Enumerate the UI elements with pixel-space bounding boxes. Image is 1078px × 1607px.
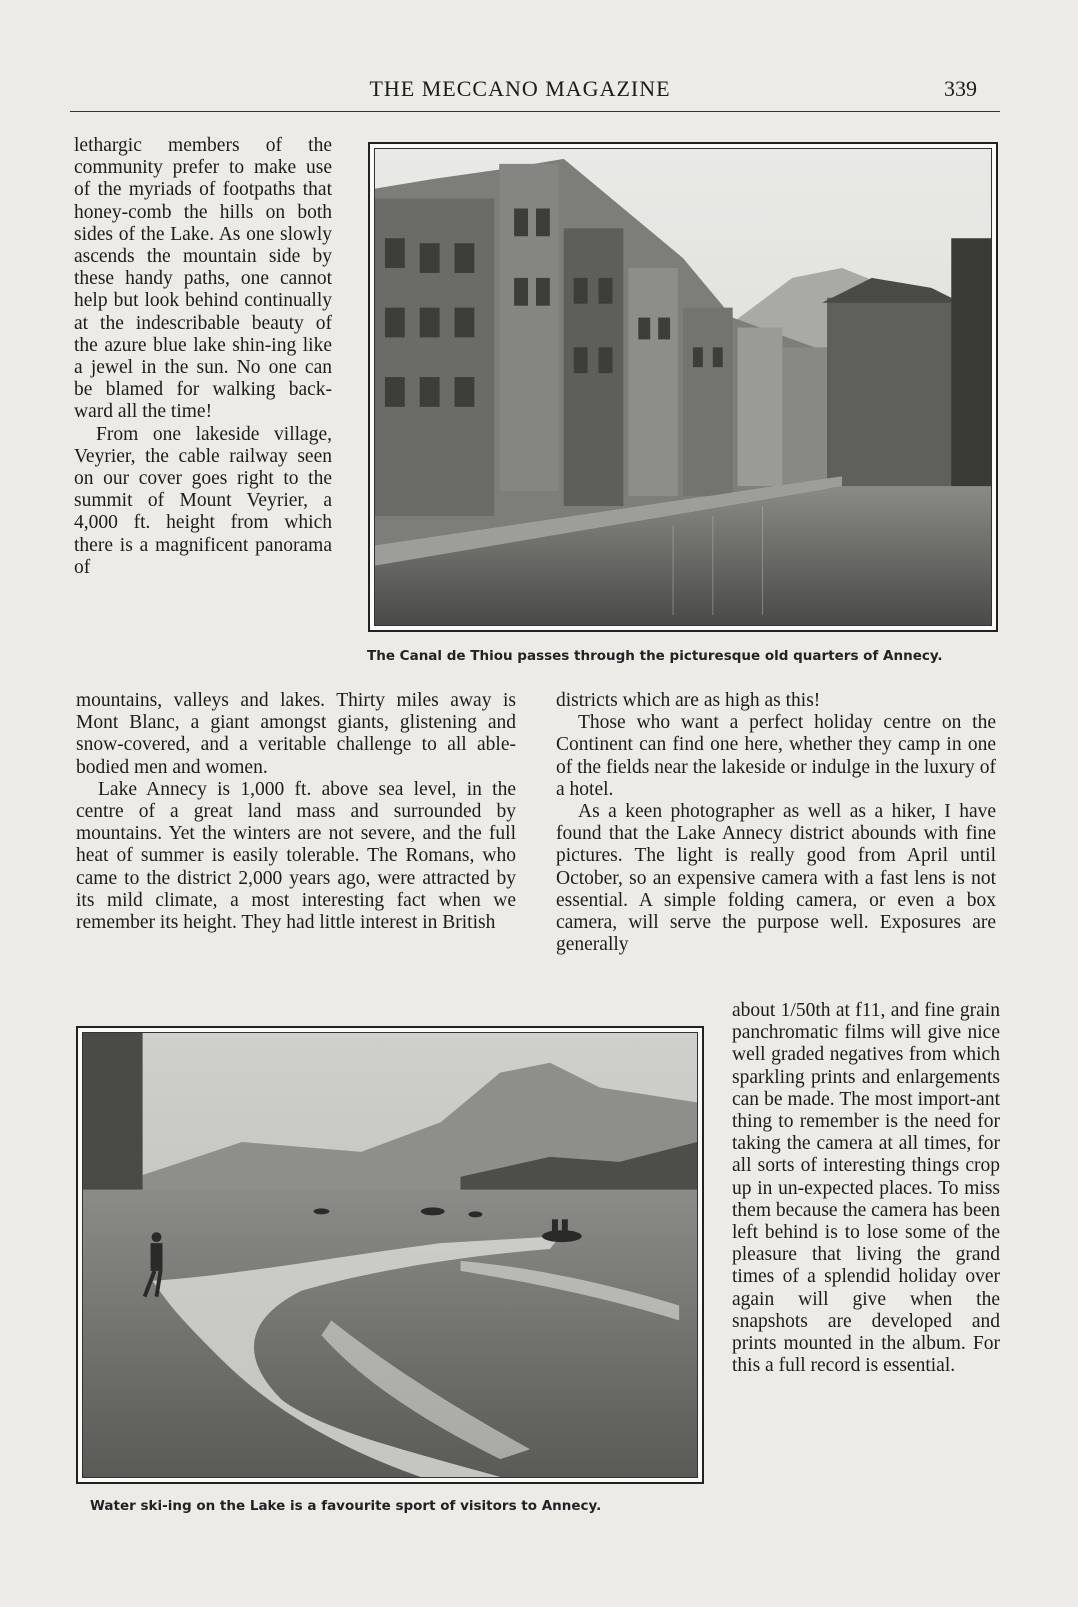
left-text-column (76, 690, 516, 934)
paragraph-exposures-cont: about 1/50th at f11, and fine grain panchromatic films will give nice well graded negatives from which sparkling prints and enlargements can be made. The most import-ant thing to remember is the need for taking the camera at all times, for all sorts of interesting things crop up in un-expected places. To miss them because the camera has been left behind is to lose some of the pleasure that living the grand times of a splendid holiday over again will give when the snapshots are developed and prints mounted in the album. For this a full record is essential. (732, 1000, 1000, 1377)
right-text-column (556, 690, 996, 956)
paragraph-photographer: As a keen photographer as well as a hiker, I have found that the Lake Annecy district abounds with fine pictures. The light is really good from April until October, so an expensive camera with a fast lens is not essential. A simple folding camera, or even a box camera, will serve the purpose well. Exposures are generally (556, 801, 996, 956)
waterski-photo-image (82, 1032, 698, 1478)
waterski-photo (76, 1026, 704, 1484)
paragraph-cable-railway: From one lakeside village, Veyrier, the cable railway seen on our cover goes right to the summit of Mount Veyrier, a 4,000 ft. height from which there is a magnificent panorama of (74, 423, 332, 578)
canal-photo-caption: The Canal de Thiou passes through the picturesque old quarters of Annecy. (367, 648, 943, 664)
narrow-text-column (74, 135, 332, 579)
canal-photo-image (374, 148, 992, 626)
paragraph-british-districts-cont: districts which are as high as this! (556, 690, 821, 711)
waterski-photo-caption: Water ski-ing on the Lake is a favourite sport of visitors to Annecy. (90, 1498, 602, 1514)
paragraph-lake-annecy: Lake Annecy is 1,000 ft. above sea level, in the centre of a great land mass and surrounded by mountains. Yet the winters are not severe, and the full heat of summer is easily tolerable. The Romans, who came to the district 2,000 years ago, were attracted by its mild climate, a most interesting fact when we remember its height. They had little interest in British (76, 778, 516, 934)
magazine-title: THE MECCANO MAGAZINE (369, 76, 671, 101)
paragraph-footpaths: lethargic members of the community prefer to make use of the myriads of footpaths that honey-comb the hills on both sides of the Lake. As one slowly ascends the mountain side by these handy paths, one cannot help but look behind continually at the indescribable beauty of the azure blue lake shin-ing like a jewel in the sun. No one can be blamed for walking back-ward all the time! (74, 135, 332, 423)
page-number: 339 (944, 76, 977, 101)
paragraph-holiday-centre: Those who want a perfect holiday centre on the Continent can find one here, whether they camp in one of the fields near the lakeside or indulge in the luxury of a hotel. (556, 712, 996, 800)
header-rule (70, 111, 1000, 112)
right-narrow-text-column (732, 1000, 1000, 1377)
paragraph-panorama-cont: mountains, valleys and lakes. Thirty miles away is Mont Blanc, a giant amongst giants, glistening and snow-covered, and a veritable challenge to all able-bodied men and women. (76, 690, 516, 778)
canal-photo (368, 142, 998, 632)
